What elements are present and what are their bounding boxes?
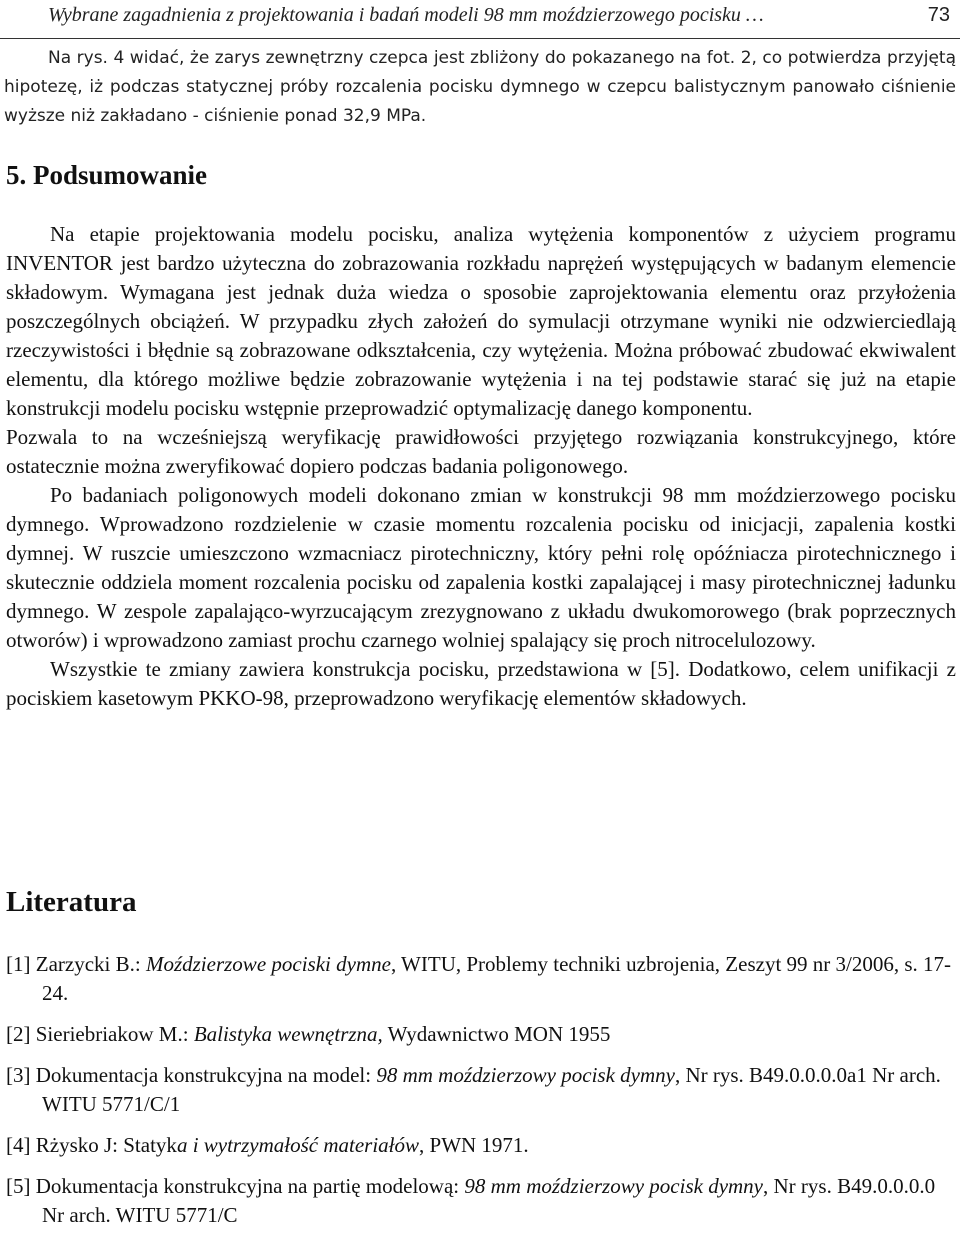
- paragraph: Po badaniach poligonowych modeli dokonano zmian w konstrukcji 98 mm moździerzowego pocisku dymnego. Wprowadzono rozdzielenie w czasie momentu rozcalenia pocisku od inicjacji, zapalenia kostki dymnej. W ruszcie umieszczono wzmacniacz pirotechniczny, który pełni rolę opóźniacza pirotechnicznego i skutecznie oddziela moment rozcalenia pocisku od zapalenia kostki zapalającej i masy pirotechnicznej ładunku dymnego. W zespole zapalająco-wyrzucającym zrezygnowano z układu dwukomorowego (brak poprzecznych otworów) i wprowadzono zamiast prochu czarnego wolniej spalający się proch nitrocelulozowy.: [6, 483, 956, 652]
- reference-list: [6, 950, 956, 1242]
- page-number: 73: [927, 4, 950, 26]
- section-body: [6, 220, 956, 713]
- paragraph: Wszystkie te zmiany zawiera konstrukcja pocisku, przedstawiona w [5]. Dodatkowo, celem unifikacji z pociskiem kasetowym PKKO-98, przeprowadzono weryfikację elementów składowych.: [6, 657, 956, 710]
- reference-item: [4] Rżysko J: Statyka i wytrzymałość materiałów, PWN 1971.: [6, 1133, 529, 1157]
- intro-text: Na rys. 4 widać, że zarys zewnętrzny czepca jest zbliżony do pokazanego na fot. 2, co potwierdza przyjętą hipotezę, iż podczas statycznej próby rozcalenia pocisku dymnego w czepcu balistycznym panowało ciśnienie wyższe niż zakładano - ciśnienie ponad 32,9 MPa.: [4, 48, 956, 126]
- reference-item: [5] Dokumentacja konstrukcyjna na partię modelową: 98 mm moździerzowy pocisk dymny, Nr rys. B49.0.0.0.0 Nr arch. WITU 5771/C: [6, 1174, 936, 1227]
- literature-title: Literatura: [6, 886, 137, 918]
- intro-paragraph: [4, 44, 956, 131]
- running-title: Wybrane zagadnienia z projektowania i badań modeli 98 mm moździerzowego pocisku …: [48, 4, 764, 26]
- paragraph: Pozwala to na wcześniejszą weryfikację prawidłowości przyjętego rozwiązania konstrukcyjnego, które ostatecznie można zweryfikować dopiero podczas badania poligonowego.: [6, 425, 956, 478]
- page-header: [0, 0, 960, 39]
- paragraph: Na etapie projektowania modelu pocisku, analiza wytężenia komponentów z użyciem programu INVENTOR jest bardzo użyteczna do zobrazowania rozkładu naprężeń występujących w badanym elemencie składowym. Wymagana jest jednak duża wiedza o sposobie zaprojektowania elementu oraz przyłożenia poszczególnych obciążeń. W przypadku złych założeń do symulacji otrzymane wyniki nie odzwierciedlają rzeczywistości i błędnie są zobrazowane odkształcenia, czy wytężenia. Można próbować zbudować ekwiwalent elementu, dla którego możliwe będzie zobrazowanie wytężenia i na tej podstawie starać się już na etapie konstrukcji modelu pocisku wstępnie przeprowadzić optymalizację danego komponentu.: [6, 222, 956, 420]
- reference-item: [2] Sieriebriakow M.: Balistyka wewnętrzna, Wydawnictwo MON 1955: [6, 1022, 611, 1046]
- reference-item: [3] Dokumentacja konstrukcyjna na model: 98 mm moździerzowy pocisk dymny, Nr rys. B49.0.0.0.0a1 Nr arch. WITU 5771/C/1: [6, 1063, 941, 1116]
- reference-item: [1] Zarzycki B.: Moździerzowe pociski dymne, WITU, Problemy techniki uzbrojenia, Zeszyt 99 nr 3/2006, s. 17-24.: [6, 952, 952, 1005]
- section-title: 5. Podsumowanie: [6, 160, 208, 190]
